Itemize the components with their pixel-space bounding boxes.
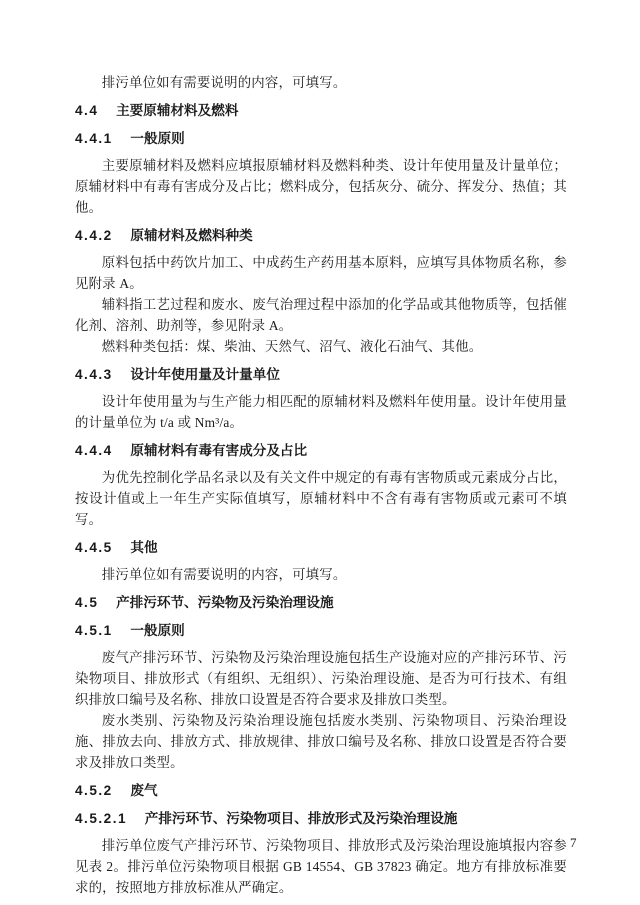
section-title: 原辅材料有毒有害成分及占比 (130, 443, 308, 458)
section-title: 原辅材料及燃料种类 (130, 228, 253, 243)
section-title: 产排污环节、污染物项目、排放形式及污染治理设施 (144, 811, 458, 826)
paragraph: 辅料指工艺过程和废水、废气治理过程中添加的化学品或其他物质等，包括催化剂、溶剂、助剂等，参见附录 A。 (75, 297, 567, 333)
section-heading-4-5-1 (75, 620, 567, 641)
section-number: 4.5.2.1 (75, 811, 128, 826)
section-heading-4-4-2 (75, 225, 567, 246)
section-number: 4.4.5 (75, 540, 113, 555)
paragraph: 废水类别、污染物及污染治理设施包括废水类别、污染物项目、污染治理设施、排放去向、排放方式、排放规律、排放口编号及名称、排放口设置是否符合要求及排放口类型。 (75, 713, 567, 770)
page-number: 7 (570, 835, 577, 850)
section-number: 4.4.1 (75, 131, 113, 146)
paragraph: 主要原辅材料及燃料应填报原辅材料及燃料种类、设计年使用量及计量单位；原辅材料中有毒有害成分及占比；燃料成分，包括灰分、硫分、挥发分、热值；其他。 (75, 158, 567, 215)
section-number: 4.5.2 (75, 783, 113, 798)
paragraph: 排污单位废气产排污环节、污染物项目、排放形式及污染治理设施填报内容参见表 2。排污单位污染物项目根据 GB 14554、GB 37823 确定。地方有排放标准要求的，按照地方排放标准从严确定。 (75, 838, 567, 895)
section-title: 废气 (130, 783, 158, 798)
paragraph: 设计年使用量为与生产能力相匹配的原辅材料及燃料年使用量。设计年使用量的计量单位为 t/a 或 Nm³/a。 (75, 394, 567, 430)
paragraph: 为优先控制化学品名录以及有关文件中规定的有毒有害物质或元素成分占比，按设计值或上一年生产实际值填写，原辅材料中不含有毒有害物质或元素可不填写。 (75, 470, 567, 527)
paragraph: 排污单位如有需要说明的内容，可填写。 (101, 567, 347, 582)
section-title: 一般原则 (130, 131, 185, 146)
section-number: 4.4.4 (75, 443, 113, 458)
section-number: 4.5 (75, 595, 99, 610)
section-title: 主要原辅材料及燃料 (116, 103, 239, 118)
section-number: 4.5.1 (75, 623, 113, 638)
section-title: 设计年使用量及计量单位 (130, 367, 280, 382)
section-number: 4.4 (75, 103, 99, 118)
section-number: 4.4.2 (75, 228, 113, 243)
section-title: 产排污环节、污染物及污染治理设施 (116, 595, 334, 610)
document-content (75, 72, 567, 898)
section-heading-4-4 (75, 100, 567, 121)
section-heading-4-5 (75, 592, 567, 613)
section-number: 4.4.3 (75, 367, 113, 382)
section-heading-4-4-1 (75, 128, 567, 149)
section-title: 一般原则 (130, 623, 185, 638)
section-heading-4-4-5 (75, 537, 567, 558)
section-heading-4-5-2 (75, 780, 567, 801)
section-title: 其他 (130, 540, 158, 555)
section-heading-4-4-3 (75, 364, 567, 385)
paragraph: 废气产排污环节、污染物及污染治理设施包括生产设施对应的产排污环节、污染物项目、排放形式（有组织、无组织）、污染治理设施、是否为可行技术、有组织排放口编号及名称、排放口设置是否符合要求及排放口类型。 (75, 650, 567, 707)
section-heading-4-5-2-1 (75, 808, 567, 829)
paragraph: 燃料种类包括：煤、柴油、天然气、沼气、液化石油气、其他。 (101, 339, 483, 354)
paragraph: 原料包括中药饮片加工、中成药生产药用基本原料，应填写具体物质名称，参见附录 A。 (75, 255, 567, 291)
paragraph: 排污单位如有需要说明的内容，可填写。 (101, 75, 347, 90)
section-heading-4-4-4 (75, 440, 567, 461)
